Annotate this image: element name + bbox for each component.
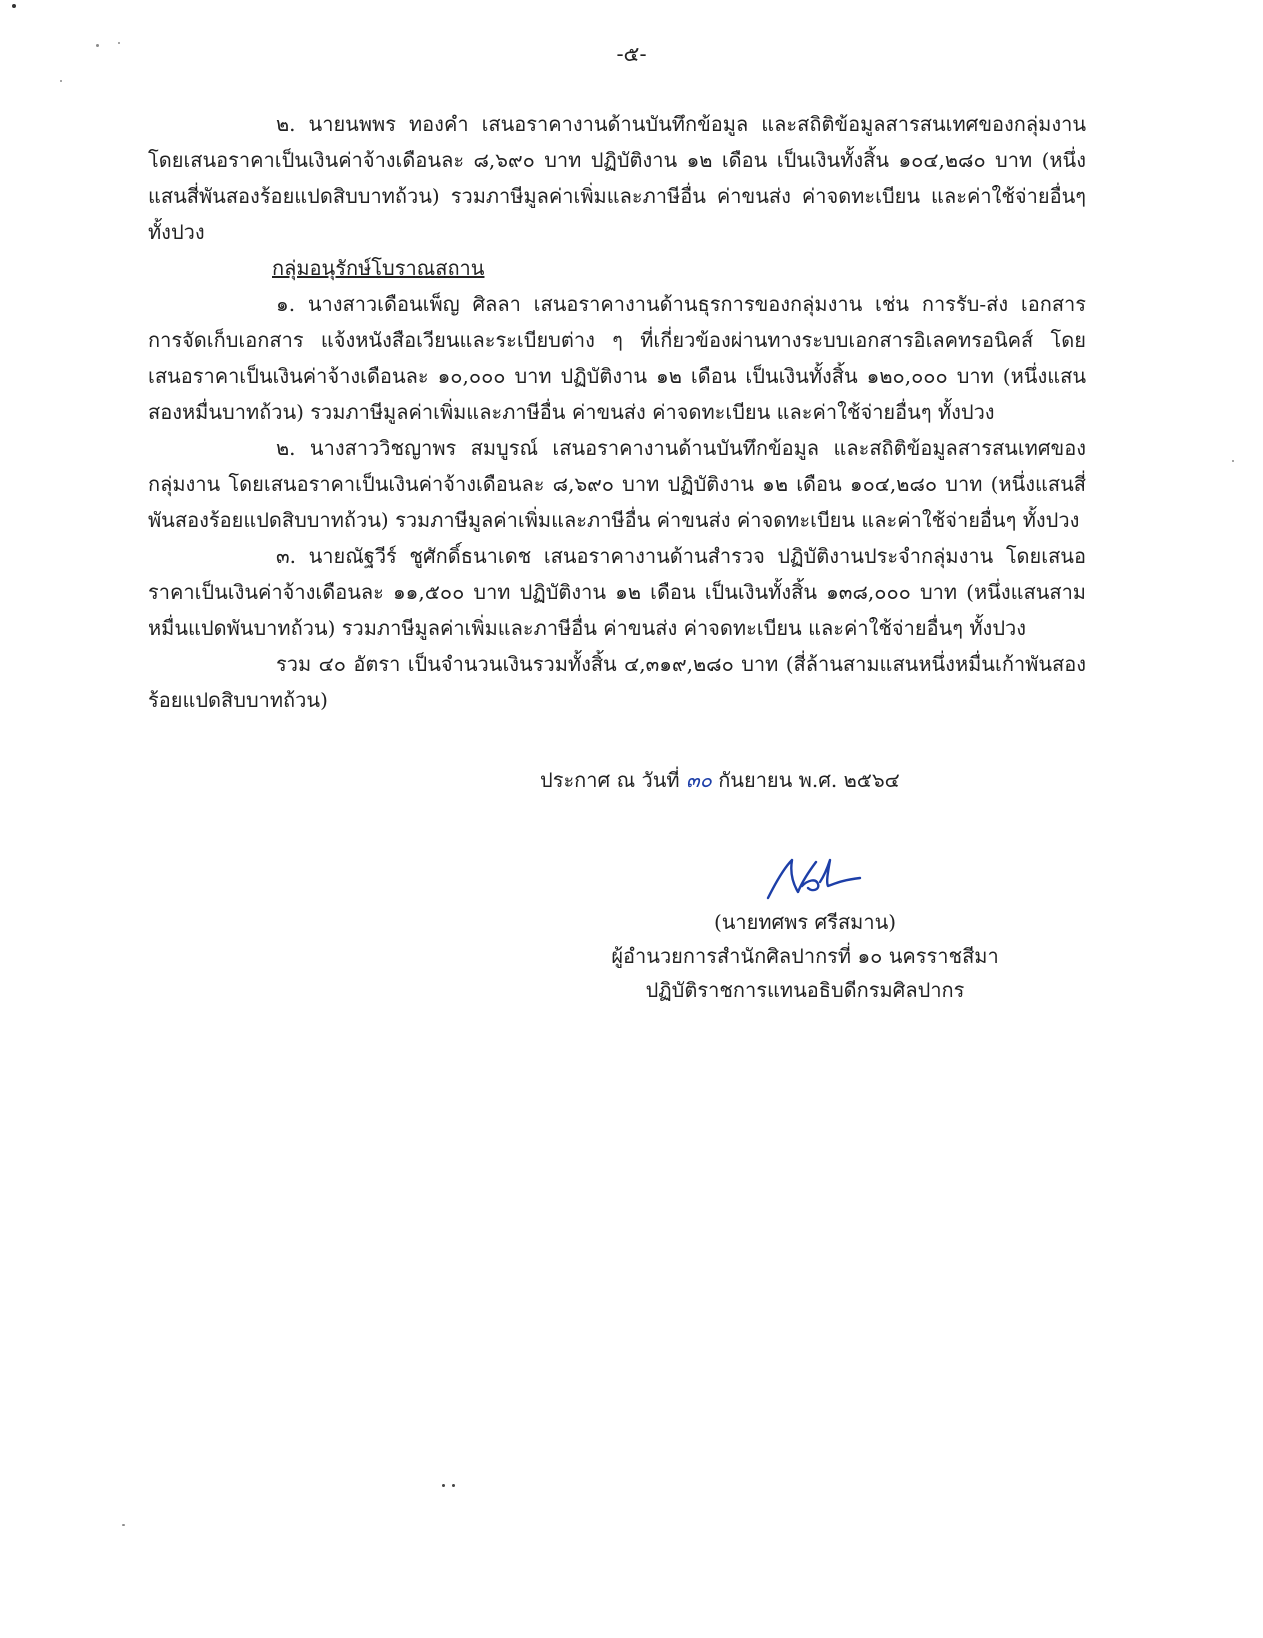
group-heading-text: กลุ่มอนุรักษ์โบราณสถาน bbox=[272, 256, 485, 280]
scan-speck bbox=[122, 1524, 125, 1526]
group-heading bbox=[148, 250, 1086, 286]
signer-acting: ปฏิบัติราชการแทนอธิบดีกรมศิลปากร bbox=[645, 978, 965, 1002]
scan-speck bbox=[1232, 460, 1234, 462]
signer-position: ผู้อำนวยการสำนักศิลปากรที่ ๑๐ นครราชสีมา bbox=[611, 944, 999, 968]
paragraph-item-1-duanpen: ๑. นางสาวเดือนเพ็ญ ศิลลา เสนอราคางานด้านธุรการของกลุ่มงาน เช่น การรับ-ส่ง เอกสาร การจัดเก็บเอกสาร แจ้งหนังสือเวียนและระเบียบต่าง ๆ ที่เกี่ยวข้องผ่านทางระบบเอกสารอิเลคทรอนิคส์ โดยเสนอราคาเป็นเงินค่าจ้างเดือนละ ๑๐,๐๐๐ บาท ปฏิบัติงาน ๑๒ เดือน เป็นเงินทั้งสิ้น ๑๒๐,๐๐๐ บาท (หนึ่งแสนสองหมื่นบาทถ้วน) รวมภาษีมูลค่าเพิ่มและภาษีอื่น ค่าขนส่ง ค่าจดทะเบียน และค่าใช้จ่ายอื่นๆ ทั้งปวง bbox=[148, 292, 1086, 424]
paragraph-item-2-wichayaporn: ๒. นางสาววิชญาพร สมบูรณ์ เสนอราคางานด้านบันทึกข้อมูล และสถิติข้อมูลสารสนเทศของกลุ่มงาน โดยเสนอราคาเป็นเงินค่าจ้างเดือนละ ๘,๖๙๐ บาท ปฏิบัติงาน ๑๒ เดือน ๑๐๔,๒๘๐ บาท (หนึ่งแสนสี่พันสองร้อยแปดสิบบาทถ้วน) รวมภาษีมูลค่าเพิ่มและภาษีอื่น ค่าขนส่ง ค่าจดทะเบียน และค่าใช้จ่ายอื่นๆ ทั้งปวง bbox=[148, 436, 1086, 532]
announcement-prefix: ประกาศ ณ วันที่ bbox=[540, 768, 680, 792]
signer-name: (นายทศพร ศรีสมาน) bbox=[713, 910, 897, 934]
scan-speck bbox=[118, 42, 120, 44]
document-body bbox=[148, 106, 1086, 718]
announcement-month-year: กันยายน พ.ศ. ๒๕๖๔ bbox=[718, 768, 900, 792]
scan-speck bbox=[60, 80, 62, 82]
announcement-date bbox=[540, 764, 900, 796]
scan-speck bbox=[452, 1484, 455, 1487]
handwritten-signature bbox=[762, 852, 866, 904]
page-number: -๕- bbox=[616, 42, 647, 66]
paragraph-total: รวม ๔๐ อัตรา เป็นจำนวนเงินรวมทั้งสิ้น ๔,๓๑๙,๒๘๐ บาท (สี่ล้านสามแสนหนึ่งหมื่นเก้าพันสองร้อยแปดสิบบาทถ้วน) bbox=[148, 652, 1086, 712]
announcement-day: ๓๐ bbox=[685, 768, 712, 792]
paragraph-item-2-napaporn: ๒. นายนพพร ทองคำ เสนอราคางานด้านบันทึกข้อมูล และสถิติข้อมูลสารสนเทศของกลุ่มงาน โดยเสนอราคาเป็นเงินค่าจ้างเดือนละ ๘,๖๙๐ บาท ปฏิบัติงาน ๑๒ เดือน เป็นเงินทั้งสิ้น ๑๐๔,๒๘๐ บาท (หนึ่งแสนสี่พันสองร้อยแปดสิบบาทถ้วน) รวมภาษีมูลค่าเพิ่มและภาษีอื่น ค่าขนส่ง ค่าจดทะเบียน และค่าใช้จ่ายอื่นๆ ทั้งปวง bbox=[148, 112, 1086, 244]
scan-speck bbox=[12, 4, 16, 8]
scan-speck bbox=[442, 1484, 445, 1487]
scan-speck bbox=[96, 44, 99, 47]
paragraph-item-3-nattawee: ๓. นายณัฐวีร์ ชูศักดิ์ธนาเดช เสนอราคางานด้านสำรวจ ปฏิบัติงานประจำกลุ่มงาน โดยเสนอราคาเป็นเงินค่าจ้างเดือนละ ๑๑,๕๐๐ บาท ปฏิบัติงาน ๑๒ เดือน เป็นเงินทั้งสิ้น ๑๓๘,๐๐๐ บาท (หนึ่งแสนสามหมื่นแปดพันบาทถ้วน) รวมภาษีมูลค่าเพิ่มและภาษีอื่น ค่าขนส่ง ค่าจดทะเบียน และค่าใช้จ่ายอื่นๆ ทั้งปวง bbox=[148, 544, 1086, 640]
signature-block bbox=[560, 905, 1050, 1007]
